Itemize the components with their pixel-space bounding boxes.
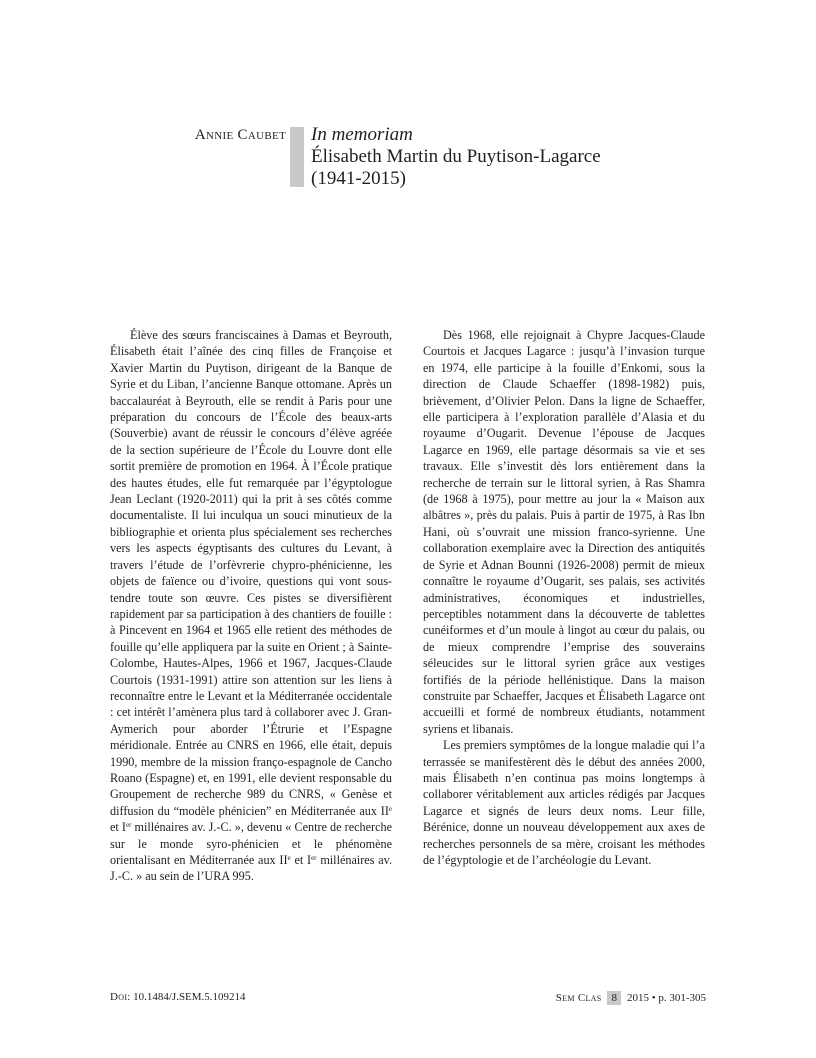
superscript: er (125, 821, 132, 830)
left-column (110, 327, 392, 885)
doi-value: : 10.1484/J.SEM.5.109214 (127, 991, 246, 1003)
journal-name: Sem Clas (555, 992, 602, 1004)
paragraph: Dès 1968, elle rejoignait à Chypre Jacques-Claude Courtois et Jacques Lagarce : jusqu’à l’invasion turque en 1974, elle participe à la fouille d’Enkomi, sous la direction de Claude Schaeffer (1898-1982) puis, brièvement, d’Olivier Pelon. Dans la ligne de Schaeffer, elle participera à l’exploration parallèle d’Alasia et du royaume d’Ougarit. Devenue l’épouse de Jacques Lagarce en 1969, elle partage désormais sa vie et ses travaux. Elle s’investit dès lors entièrement dans la recherche de terrain sur le littoral syrien, à Ras Shamra (de 1968 à 1975), pour mettre au jour la « Maison aux albâtres », près du palais. Puis à partir de 1975, à Ras Ibn Hani, où s’ouvrait une mission franco-syrienne. Une collaboration exemplaire avec la Direction des antiquités de Syrie et Adnan Bounni (1926-2008) permit de mieux connaître le royaume d’Ougarit, ses palais, ses activités administratives, économiques et industrielles, perceptibles notamment dans la découverte de tablettes cunéiformes et d’un moule à lingot au cœur du palais, ou de mieux comprendre l’emprise des souverains séleucides sur le littoral syrien grâce aux vestiges fortifiés de la période hellénistique. Dans la maison construite par Schaeffer, Jacques et Élisabeth Lagarce ont accueilli et formé de nombreux étudiants, notamment syriens et libanais. (423, 328, 705, 736)
author-name: Annie Caubet (194, 127, 286, 143)
title-accent-bar (290, 127, 304, 187)
year-pages: 2015 • p. 301-305 (626, 992, 706, 1004)
title-line-in-memoriam: In memoriam (311, 124, 413, 145)
paragraph-text: et I (290, 853, 312, 867)
paragraph: Les premiers symptômes de la longue maladie qui l’a terrassée se manifestèrent dès le début des années 2000, mais Élisabeth n’en continua pas moins longtemps à collaborer véritablement aux articles rédigés par Jacques Lagarce et signés de leurs deux noms. Leur fille, Bérénice, donne un nouveau développement aux axes de recherches personnels de sa mère, croisant les méthodes de l’égyptologie et de l’archéologie du Levant. (423, 738, 705, 867)
title-line-name: Élisabeth Martin du Puytison-Lagarce (311, 146, 601, 167)
doi (110, 991, 246, 1003)
superscript: e (287, 854, 291, 862)
article-title (311, 124, 751, 190)
paragraph-text: Élève des sœurs franciscaines à Damas et Beyrouth, Élisabeth était l’aînée des cinq filles de Françoise et Xavier Martin du Puytison, dirigeant de la Banque de Syrie et du Liban, l’ancienne Banque ottomane. Après un baccalauréat à Beyrouth, elle se rendit à Paris pour une préparation du concours de l’École des beaux-arts (Souverbie) avant de réussir le concours d’élève agréée de la section supérieure de l’École du Louvre dont elle sortit première de promotion en 1964. À l’École pratique des hautes études, elle fut remarquée par l’égyptologue Jean Leclant (1920-2011) qui la prit à ses côtés comme documentaliste. Il lui inculqua un souci minutieux de la bibliographie et orienta plus spécialement ses recherches vers les aspects égyptisants des cultures du Levant, à travers l’étude de l’orfèvrerie chypro-phénicienne, les objets de faïence ou d’ivoire, questions qui vont sous-tendre toute son œuvre. Ces pistes se diversifièrent rapidement par sa participation à des chantiers de fouille : à Pincevent en 1964 et 1965 elle retient des méthodes de fouille qu’elle appliquera par la suite en Orient ; à Sainte-Colombe, Hautes-Alpes, 1966 et 1967, Jacques-Claude Courtois (1931-1991) attire son attention sur les liens à reconnaître entre le Levant et la Méditerranée occidentale : cet intérêt l’amènera plus tard à collaborer avec J. Gran-Aymerich pour aborder l’Étrurie et l’Espagne méridionale. Entrée au CNRS en 1966, elle était, depuis 1990, membre de la mission franço-espagnole de Cancho Roano (Espagne) et, en 1991, elle devient responsable du Groupement de recherche 989 du CNRS, « Genèse et diffusion du “modèle phénicien” en Méditerranée aux II (110, 328, 392, 818)
doi-label: Doi (110, 991, 128, 1003)
right-column (423, 327, 705, 868)
issue-number: 8 (607, 991, 621, 1005)
superscript: e (388, 804, 392, 813)
superscript: er (311, 854, 317, 862)
journal-info (556, 991, 706, 1005)
paragraph-text: et I (110, 820, 126, 835)
paragraph (110, 327, 392, 885)
title-line-dates: (1941-2015) (311, 168, 406, 189)
paragraph-text: millénaires av. J.-C. », devenu « Centre de recherche sur le monde syro-phénicien et le phénomène orientalisant en Méditerranée aux II (110, 820, 392, 867)
paragraph-text: millénaires av. J.-C. » au sein de l’URA 995. (110, 853, 392, 884)
